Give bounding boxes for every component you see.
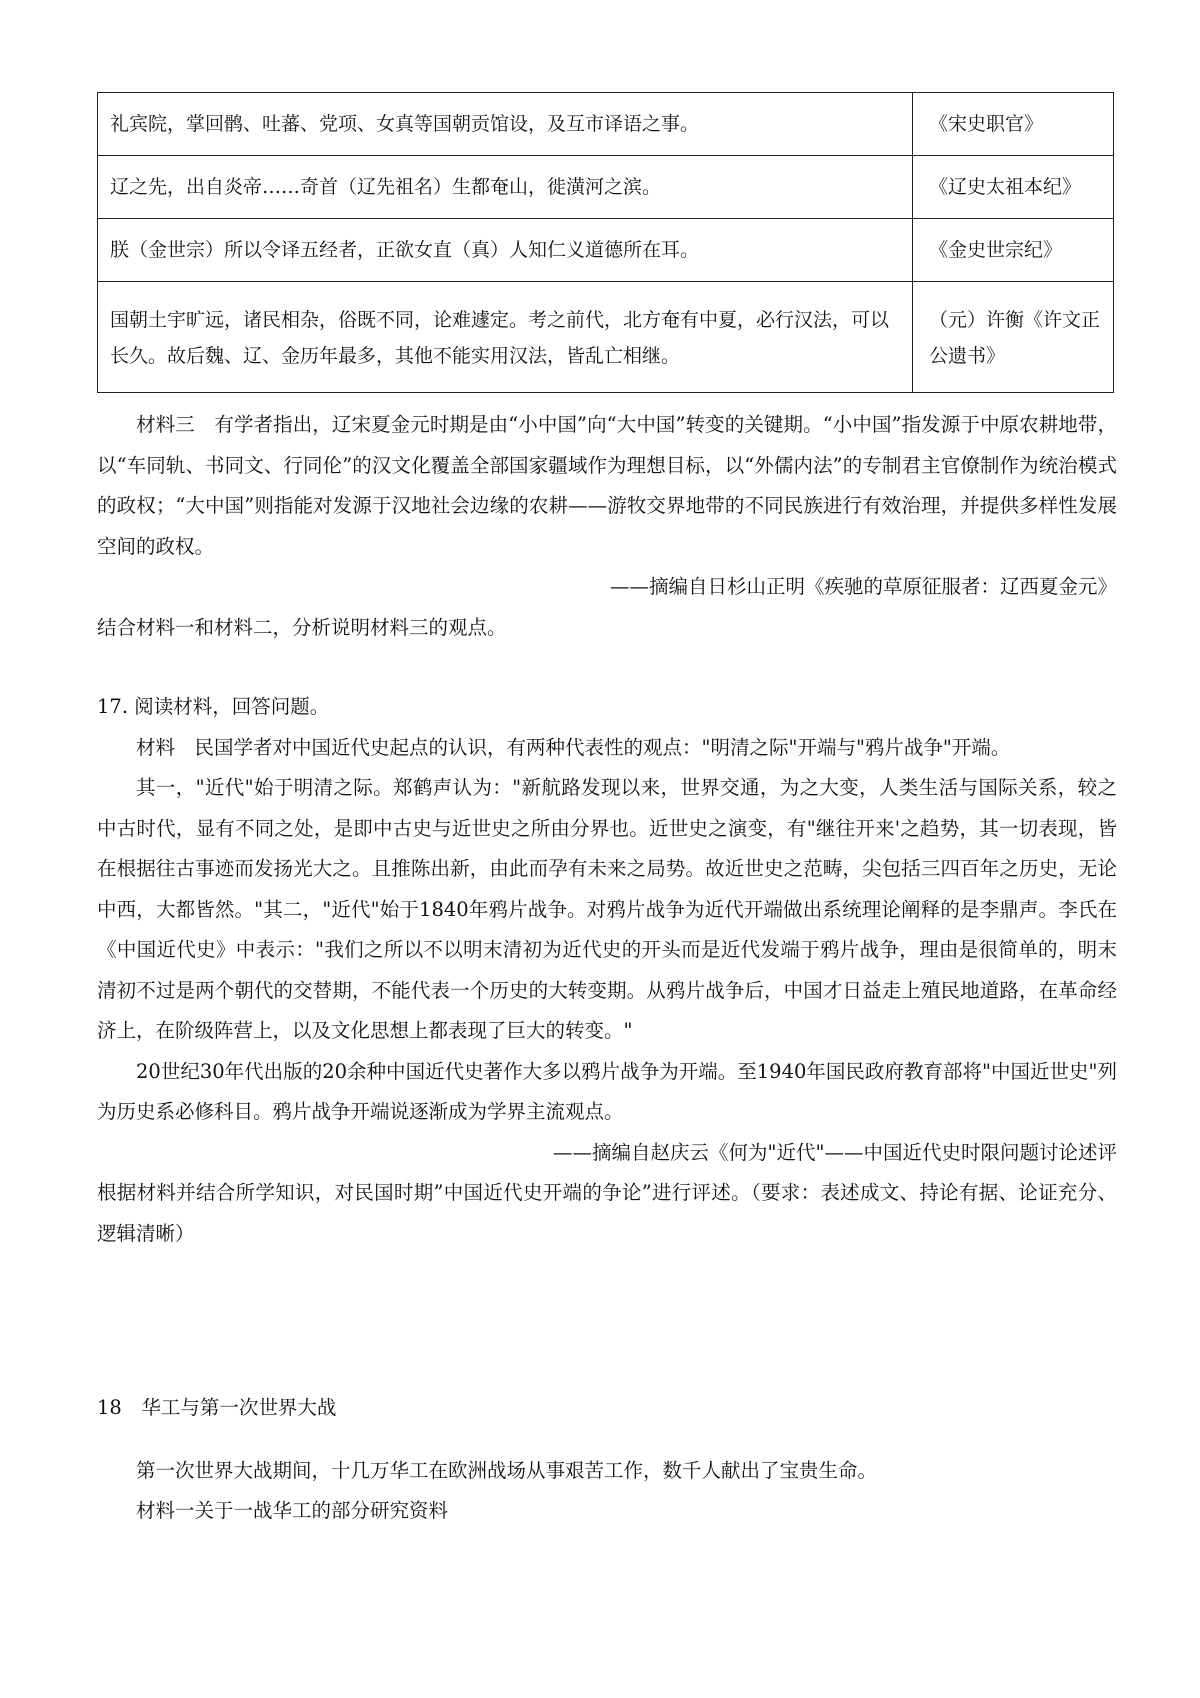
table-cell-text: 辽之先，出自炎帝……奇首（辽先祖名）生都奄山，徙潢河之滨。	[98, 156, 913, 219]
question-17-material-body: 其一，"近代"始于明清之际。郑鹤声认为："新航路发现以来，世界交通，为之大变，人类生活与国际关系，较之中古时代，显有不同之处，是即中古史与近世史之所由分界也。近世史之演变，有"继往开来'之趋势，其一切表现，皆在根据往古事迹而发扬光大之。且推陈出新，由此而孕有未来之局势。故近世史之范畴，尖包括三四百年之历史，无论中西，大都皆然。"其二，"近代"始于1840年鸦片战争。对鸦片战争为近代开端做出系统理论阐释的是李鼎声。李氏在《中国近代史》中表示："我们之所以不以明末清初为近代史的开头而是近代发端于鸦片战争，理由是很简单的，明末清初不过是两个朝代的交替期，不能代表一个历史的大转变期。从鸦片战争后，中国才日益走上殖民地道路，在革命经济上，在阶级阵营上，以及文化思想上都表现了巨大的转变。"	[97, 776, 1117, 1042]
table-cell-text: 朕（金世宗）所以令译五经者，正欲女直（真）人知仁义道德所在耳。	[98, 219, 913, 282]
table-cell-text: 国朝土宇旷远，诸民相杂，俗既不同，论难遽定。考之前代，北方奄有中夏，必行汉法，可以长久。故后魏、辽、金历年最多，其他不能实用汉法，皆乱亡相继。	[98, 282, 913, 393]
material-three-citation: ——摘编自日杉山正明《疾驰的草原征服者：辽西夏金元》	[609, 575, 1117, 598]
material-three-question: 结合材料一和材料二，分析说明材料三的观点。	[97, 615, 507, 639]
material-three-paragraph: 材料三 有学者指出，辽宋夏金元时期是由“小中国”向“大中国”转变的关键期。“小中国”指发源于中原农耕地带，以“车同轨、书同文、行同伦”的汉文化覆盖全部国家疆域作为理想目标，以“外儒内法”的专制君主官僚制作为统治模式的政权；“大中国”则指能对发源于汉地社会边缘的农耕——游牧交界地带的不同民族进行有效治理，并提供多样性发展空间的政权。	[97, 413, 1117, 558]
table-cell-source: 《辽史太祖本纪》	[913, 156, 1114, 219]
question-17-material-intro: 材料 民国学者对中国近代史起点的认识，有两种代表性的观点："明清之际"开端与"鸦片战争"开端。	[136, 735, 1011, 759]
table-row	[98, 282, 1114, 393]
question-18-heading: 18 华工与第一次世界大战	[97, 1396, 337, 1419]
question-17-prompt: 根据材料并结合所学知识，对民国时期”中国近代史开端的争论”进行评述。（要求：表述成文、持论有据、论证充分、逻辑清晰）	[97, 1181, 1117, 1245]
question-17-citation: ——摘编自赵庆云《何为"近代"——中国近代史时限问题讨论述评	[553, 1140, 1117, 1164]
table-cell-text: 礼宾院，掌回鹘、吐蕃、党项、女真等国朝贡馆设，及互市译语之事。	[98, 93, 913, 156]
question-17-heading: 17. 阅读材料，回答问题。	[97, 695, 330, 718]
question-17-material-conclusion: 20世纪30年代出版的20余种中国近代史著作大多以鸦片战争为开端。至1940年国民政府教育部将"中国近世史"列为历史系必修科目。鸦片战争开端说逐渐成为学界主流观点。	[97, 1059, 1117, 1123]
table-row	[98, 156, 1114, 219]
table-row	[98, 93, 1114, 156]
table-cell-source: 《金史世宗纪》	[913, 219, 1114, 282]
table-cell-source: 《宋史职官》	[913, 93, 1114, 156]
question-18-intro: 第一次世界大战期间，十几万华工在欧洲战场从事艰苦工作，数千人献出了宝贵生命。	[136, 1458, 878, 1482]
question-18-material-one: 材料一关于一战华工的部分研究资料	[136, 1499, 449, 1522]
table-row	[98, 219, 1114, 282]
question-17-section	[97, 687, 1117, 1254]
material-three-section	[97, 405, 1117, 648]
table-cell-source: （元）许衡《许文正公遗书》	[913, 282, 1114, 393]
sources-table	[97, 92, 1114, 393]
question-18-section	[97, 1388, 1117, 1532]
